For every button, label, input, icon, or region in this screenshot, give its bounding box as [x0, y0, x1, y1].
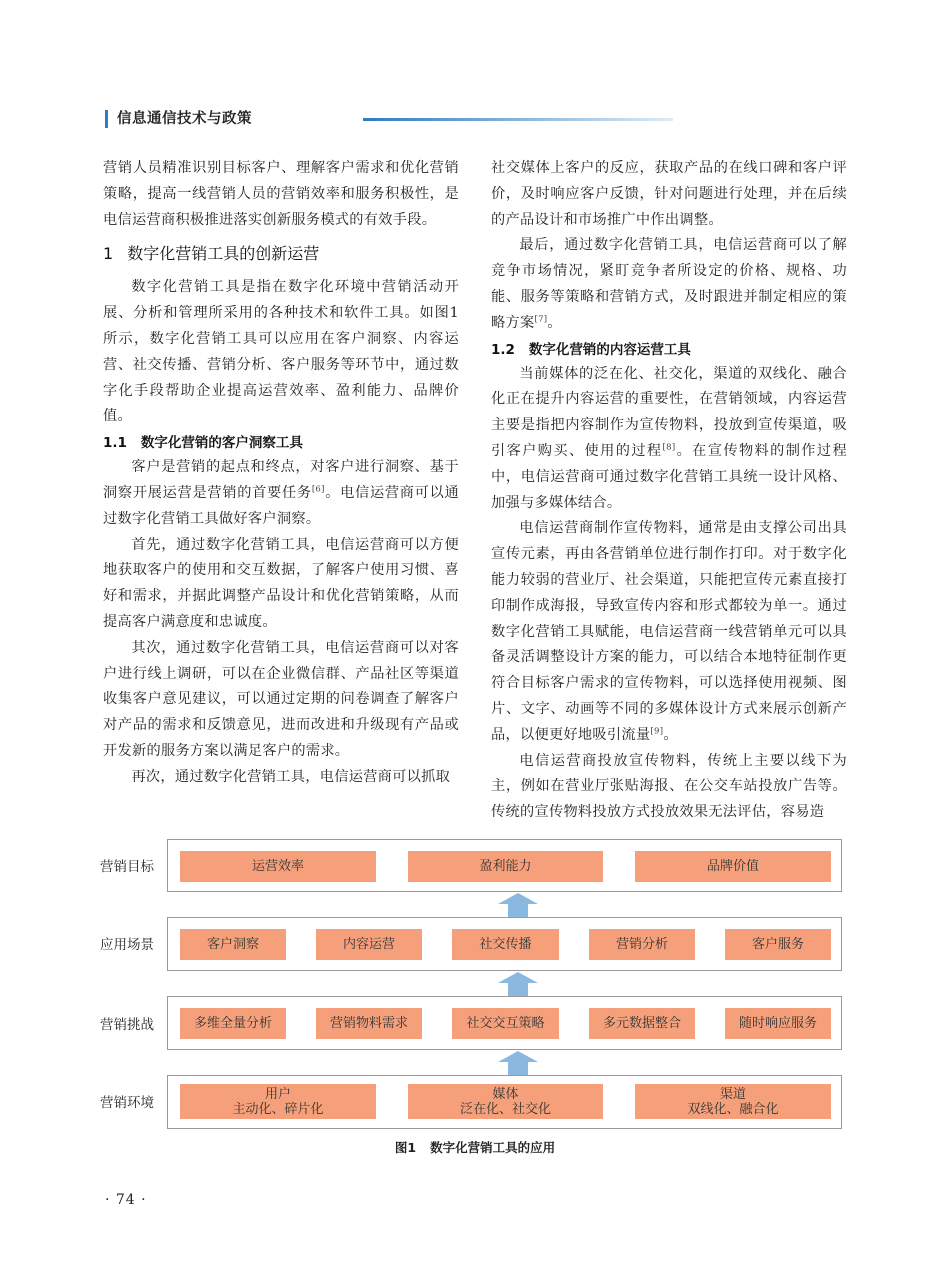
section-heading-1-2 [491, 338, 847, 362]
header-accent-bar [105, 110, 108, 128]
box-environment [180, 1084, 376, 1119]
paragraph-text: 。 [663, 726, 678, 743]
box-line: 媒体 [492, 1086, 519, 1102]
paragraph [491, 516, 847, 748]
paragraph [491, 362, 847, 517]
box-scenario: 社交传播 [452, 929, 559, 960]
figure-1 [100, 836, 850, 1136]
paragraph: 数字化营销工具是指在数字化环境中营销活动开展、分析和管理所采用的各种技术和软件工具。如图1所示，数字化营销工具可以应用在客户洞察、内容运营、社交传播、营销分析、客户服务等环节中，通过数字化手段帮助企业提高运营效率、盈利能力、品牌价值。 [103, 279, 459, 425]
box-scenario: 营销分析 [589, 929, 695, 960]
up-arrow-icon [498, 1051, 538, 1075]
caption-number: 图1 [394, 1140, 417, 1155]
right-column [491, 156, 847, 826]
row-frame-environment [167, 1075, 842, 1129]
box-environment [635, 1084, 831, 1119]
row-label-environment: 营销环境 [100, 1095, 154, 1111]
paragraph-text: 当前媒体的泛在化、社交化，渠道的双线化、融合化正在提升内容运营的重要性，在营销领域，内容运营主要是指把内容制作为宣传物料，投放到宣传渠道，吸引客户购买、使用的过程 [491, 365, 847, 459]
figure-caption [0, 1138, 950, 1156]
box-line: 渠道 [719, 1086, 746, 1102]
row-label-challenges: 营销挑战 [100, 1017, 154, 1033]
paragraph-text: 。 [547, 314, 562, 331]
box-challenge: 营销物料需求 [316, 1008, 422, 1039]
section-heading-1-1 [103, 431, 459, 455]
row-label-scenarios: 应用场景 [100, 937, 154, 953]
row-frame-challenges [167, 996, 842, 1050]
subsection-title: 数字化营销的客户洞察工具 [140, 435, 303, 452]
paragraph: 其次，通过数字化营销工具，电信运营商可以对客户进行线上调研，可以在企业微信群、产品社区等渠道收集客户意见建议，可以通过定期的问卷调查了解客户对产品的需求和反馈意见，进而改进和升级现有产品或开发新的服务方案以满足客户的需求。 [103, 639, 459, 759]
paragraph: 再次，通过数字化营销工具，电信运营商可以抓取 [131, 768, 451, 785]
section-title: 数字化营销工具的创新运营 [127, 244, 320, 264]
box-line: 主动化、碎片化 [232, 1101, 324, 1117]
caption-title: 数字化营销工具的应用 [430, 1140, 556, 1155]
box-scenario: 客户洞察 [180, 929, 286, 960]
paragraph: 首先，通过数字化营销工具，电信运营商可以方便地获取客户的使用和交互数据，了解客户使用习惯、喜好和需求，并据此调整产品设计和优化营销策略，从而提高客户满意度和忠诚度。 [103, 536, 459, 630]
row-frame-goals [167, 839, 842, 892]
subsection-title: 数字化营销的内容运营工具 [528, 341, 691, 358]
box-line: 用户 [264, 1086, 291, 1102]
citation: [7] [534, 314, 548, 325]
page-number: · 74 · [105, 1192, 147, 1208]
paragraph-text: 客户是营销的起点和终点，对客户进行洞察、基于洞察开展运营是营销的首要任务 [103, 459, 459, 501]
citation: [9] [650, 726, 664, 736]
box-line: 双线化、融合化 [687, 1101, 779, 1117]
section-number: 1 [103, 244, 114, 264]
paragraph: 电信运营商投放宣传物料，传统上主要以线下为主，例如在营业厅张贴海报、在公交车站投放广告等。传统的宣传物料投放方式投放效果无法评估，容易造 [491, 752, 847, 821]
paragraph [103, 455, 459, 532]
paragraph-text: 。电信运营商可以通过数字化营销工具做好客户洞察。 [103, 484, 459, 527]
paragraph-text: 电信运营商制作宣传物料，通常是由支撑公司出具宣传元素，再由各营销单位进行制作打印。对于数字化能力较弱的营业厅、社会渠道，只能把宣传元素直接打印制作成海报，导致宣传内容和形式都较为单一。通过数字化营销工具赋能，电信运营商一线营销单元可以具备灵活调整设计方案的能力，可以结合本地特征制作更符合目标客户需求的宣传物料，可以选择使用视频、图片、文字、动画等不同的多媒体设计方式来展示创新产品，以便更好地吸引流量 [491, 520, 847, 743]
left-column [103, 156, 459, 791]
up-arrow-icon [498, 893, 538, 917]
citation: [6] [311, 484, 325, 495]
section-heading-1 [103, 242, 459, 266]
row-frame-scenarios [167, 917, 842, 971]
box-line: 泛在化、社交化 [459, 1101, 551, 1117]
paragraph [491, 233, 847, 336]
box-challenge: 多维全量分析 [180, 1008, 286, 1039]
paragraph: 营销人员精准识别目标客户、理解客户需求和优化营销策略，提高一线营销人员的营销效率和服务积极性，是电信运营商积极推进落实创新服务模式的有效手段。 [103, 160, 459, 228]
paragraph: 社交媒体上客户的反应，获取产品的在线口碑和客户评价，及时响应客户反馈，针对问题进行处理，并在后续的产品设计和市场推广中作出调整。 [491, 160, 847, 228]
box-goal: 盈利能力 [408, 851, 603, 882]
box-challenge: 社交交互策略 [452, 1008, 559, 1039]
box-scenario: 客户服务 [725, 929, 831, 960]
subsection-number: 1.1 [103, 435, 127, 452]
row-label-goals: 营销目标 [100, 859, 154, 875]
box-scenario: 内容运营 [316, 929, 422, 960]
paragraph-text: 。在宣传物料的制作过程中，电信运营商可通过数字化营销工具统一设计风格、加强与多媒体结合。 [491, 442, 847, 511]
box-challenge: 随时响应服务 [725, 1008, 831, 1039]
running-header [105, 108, 845, 130]
box-challenge: 多元数据整合 [589, 1008, 695, 1039]
subsection-number: 1.2 [491, 341, 515, 358]
paragraph-text: 最后，通过数字化营销工具，电信运营商可以了解竞争市场情况，紧盯竞争者所设定的价格、规格、功能、服务等策略和营销方式，及时跟进并制定相应的策略方案 [491, 237, 847, 331]
box-goal: 运营效率 [180, 851, 376, 882]
header-rule [363, 118, 673, 121]
up-arrow-icon [498, 972, 538, 996]
citation: [8] [662, 442, 676, 453]
box-environment [408, 1084, 603, 1119]
journal-title: 信息通信技术与政策 [117, 111, 252, 127]
box-goal: 品牌价值 [635, 851, 831, 882]
